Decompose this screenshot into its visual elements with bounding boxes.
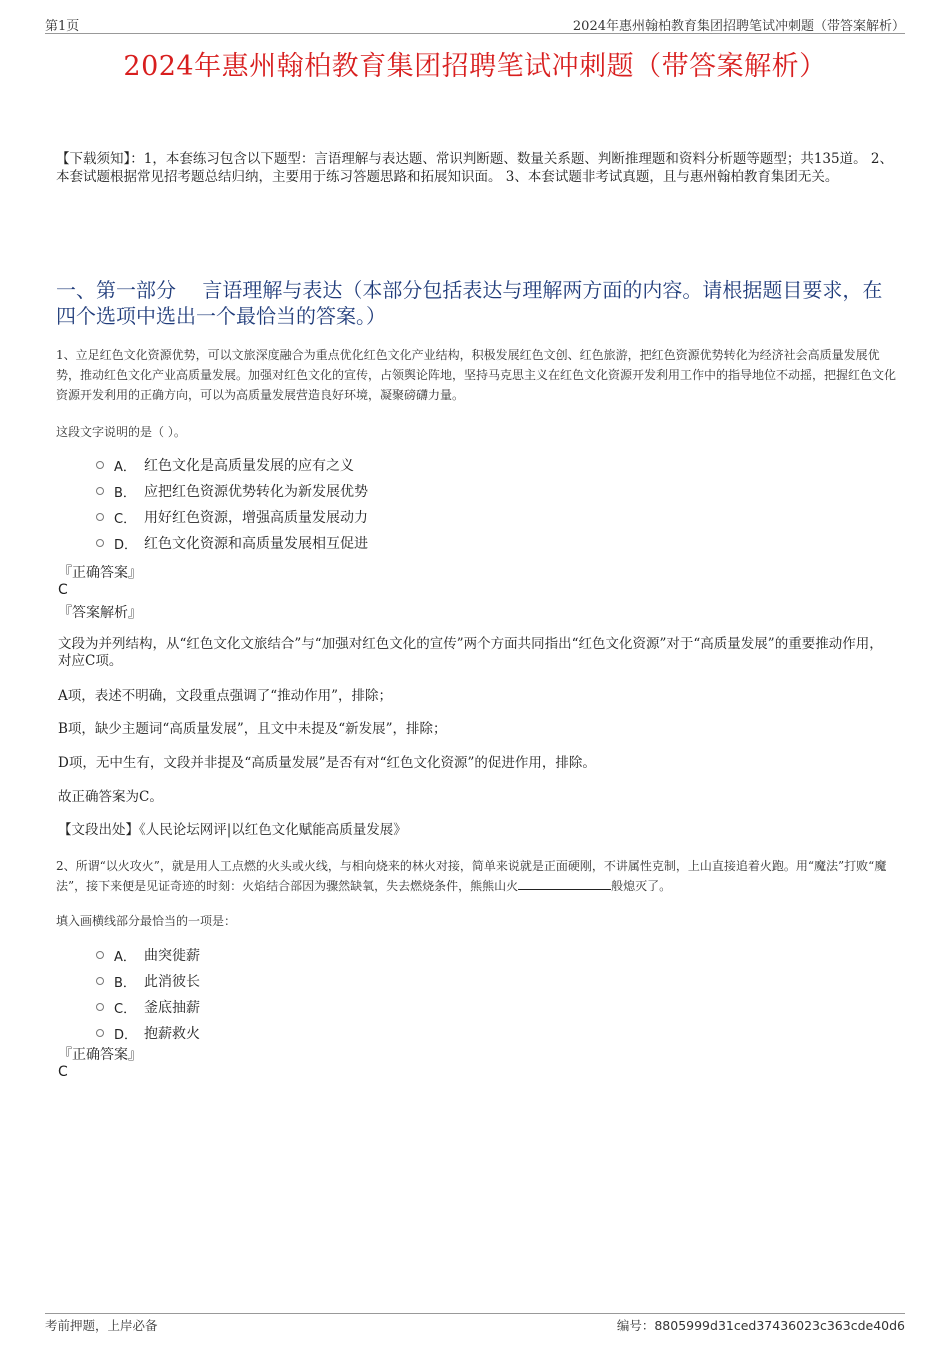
question-2-options: [96, 942, 200, 1046]
doc-id-value: 8805999d31ced37436023c363cde40d6: [654, 1318, 905, 1333]
option-text: 应把红色资源优势转化为新发展优势: [144, 484, 368, 500]
question-1-analysis-para-2: A项，表述不明确，文段重点强调了“推动作用”，排除；: [58, 688, 393, 704]
radio-icon[interactable]: [96, 513, 104, 521]
radio-icon[interactable]: [96, 977, 104, 985]
question-1-analysis-para-1: 文段为并列结构，从“红色文化文旅结合”与“加强对红色文化的宣传”两个方面共同指出“红色文化资源”对于“高质量发展”的重要推动作用，对应C项。: [58, 636, 883, 669]
question-2-answer: C: [58, 1064, 68, 1080]
question-2-prompt: 填入画横线部分最恰当的一项是：: [56, 914, 237, 928]
option-text: 曲突徙薪: [144, 948, 200, 964]
option-text: 抱薪救火: [144, 1026, 200, 1042]
option-letter: B．: [114, 485, 136, 501]
radio-icon[interactable]: [96, 1029, 104, 1037]
footer-slogan: 考前押题，上岸必备: [45, 1318, 158, 1333]
option-letter: D．: [114, 1027, 138, 1043]
option-text: 此消彼长: [144, 974, 200, 990]
option-text: 红色文化资源和高质量发展相互促进: [144, 536, 368, 552]
option-letter: A．: [114, 459, 136, 475]
question-2-stem: [56, 856, 901, 896]
document-title: 2024年惠州翰柏教育集团招聘笔试冲刺题（带答案解析）: [123, 51, 827, 82]
question-1-option-c[interactable]: [96, 504, 368, 530]
header-doc-name: 2024年惠州翰柏教育集团招聘笔试冲刺题（带答案解析）: [572, 19, 905, 34]
radio-icon[interactable]: [96, 539, 104, 547]
doc-id-label: 编号：: [616, 1318, 655, 1333]
question-1-analysis-label: 『答案解析』: [58, 605, 142, 621]
question-1-analysis-para-5: 故正确答案为C。: [58, 789, 163, 805]
question-1-answer-label: 『正确答案』: [58, 565, 142, 581]
question-1-options: [96, 452, 368, 556]
option-text: 用好红色资源，增强高质量发展动力: [144, 510, 368, 526]
question-2-stem-text: 2、所谓“以火攻火”，就是用人工点燃的火头或火线，与相向烧来的林火对接，简单来说就是正面硬刚，不讲属性克制，上山直接追着火跑。用“魔法”打败“魔法”，接下来便是见证奇迹的时刻：火焰结合部因为骤然缺氧，失去燃烧条件，熊熊山火: [56, 859, 887, 893]
question-1-analysis-para-4: D项，无中生有，文段并非提及“高质量发展”是否有对“红色文化资源”的促进作用，排除。: [58, 755, 596, 771]
question-1-stem: 1、立足红色文化资源优势，可以文旅深度融合为重点优化红色文化产业结构，积极发展红色文创、红色旅游，把红色资源优势转化为经济社会高质量发展优势，推动红色文化产业高质量发展。加强对红色文化的宣传，占领舆论阵地，坚持马克思主义在红色文化资源开发利用工作中的指导地位不动摇，把握红色文化资源开发利用的正确方向，可以为高质量发展营造良好环境，凝聚磅礴力量。: [56, 348, 897, 402]
question-1-option-a[interactable]: [96, 452, 368, 478]
radio-icon[interactable]: [96, 1003, 104, 1011]
question-1-option-d[interactable]: [96, 530, 368, 556]
question-1-analysis-para-3: B项，缺少主题词“高质量发展”，且文中未提及“新发展”，排除；: [58, 721, 447, 737]
page-header: [45, 15, 905, 34]
section-heading: 一、第一部分 言语理解与表达（本部分包括表达与理解两方面的内容。请根据题目要求，在四个选项中选出一个最恰当的答案。）: [56, 278, 883, 328]
question-2-stem-end: 般熄灭了。: [611, 879, 672, 893]
question-1-answer: C: [58, 582, 68, 598]
footer-doc-id: [617, 1316, 905, 1334]
page-number: 第1页: [45, 19, 80, 34]
question-2-option-b[interactable]: [96, 968, 200, 994]
radio-icon[interactable]: [96, 951, 104, 959]
question-1-option-b[interactable]: [96, 478, 368, 504]
option-letter: B．: [114, 975, 136, 991]
download-notice: 【下载须知】：1，本套练习包含以下题型：言语理解与表达题、常识判断题、数量关系题、判断推理题和资料分析题等题型；共135道。 2、本套试题根据常见招考题总结归纳，主要用于练习答题思路和拓展知识面。 3、本套试题非考试真题，且与惠州翰柏教育集团无关。: [56, 151, 893, 185]
option-letter: A．: [114, 949, 136, 965]
radio-icon[interactable]: [96, 461, 104, 469]
page-footer: [45, 1313, 905, 1332]
question-1-source: 【文段出处】《人民论坛网评|以红色文化赋能高质量发展》: [58, 822, 407, 838]
question-1-prompt: 这段文字说明的是（ ）。: [56, 425, 186, 439]
option-text: 红色文化是高质量发展的应有之义: [144, 458, 354, 474]
option-letter: C．: [114, 511, 137, 527]
question-2-option-c[interactable]: [96, 994, 200, 1020]
option-letter: C．: [114, 1001, 137, 1017]
option-letter: D．: [114, 537, 138, 553]
option-text: 釜底抽薪: [144, 1000, 200, 1016]
radio-icon[interactable]: [96, 487, 104, 495]
fill-in-blank: [518, 878, 611, 890]
question-2-option-d[interactable]: [96, 1020, 200, 1046]
question-2-answer-label: 『正确答案』: [58, 1047, 142, 1063]
question-2-option-a[interactable]: [96, 942, 200, 968]
